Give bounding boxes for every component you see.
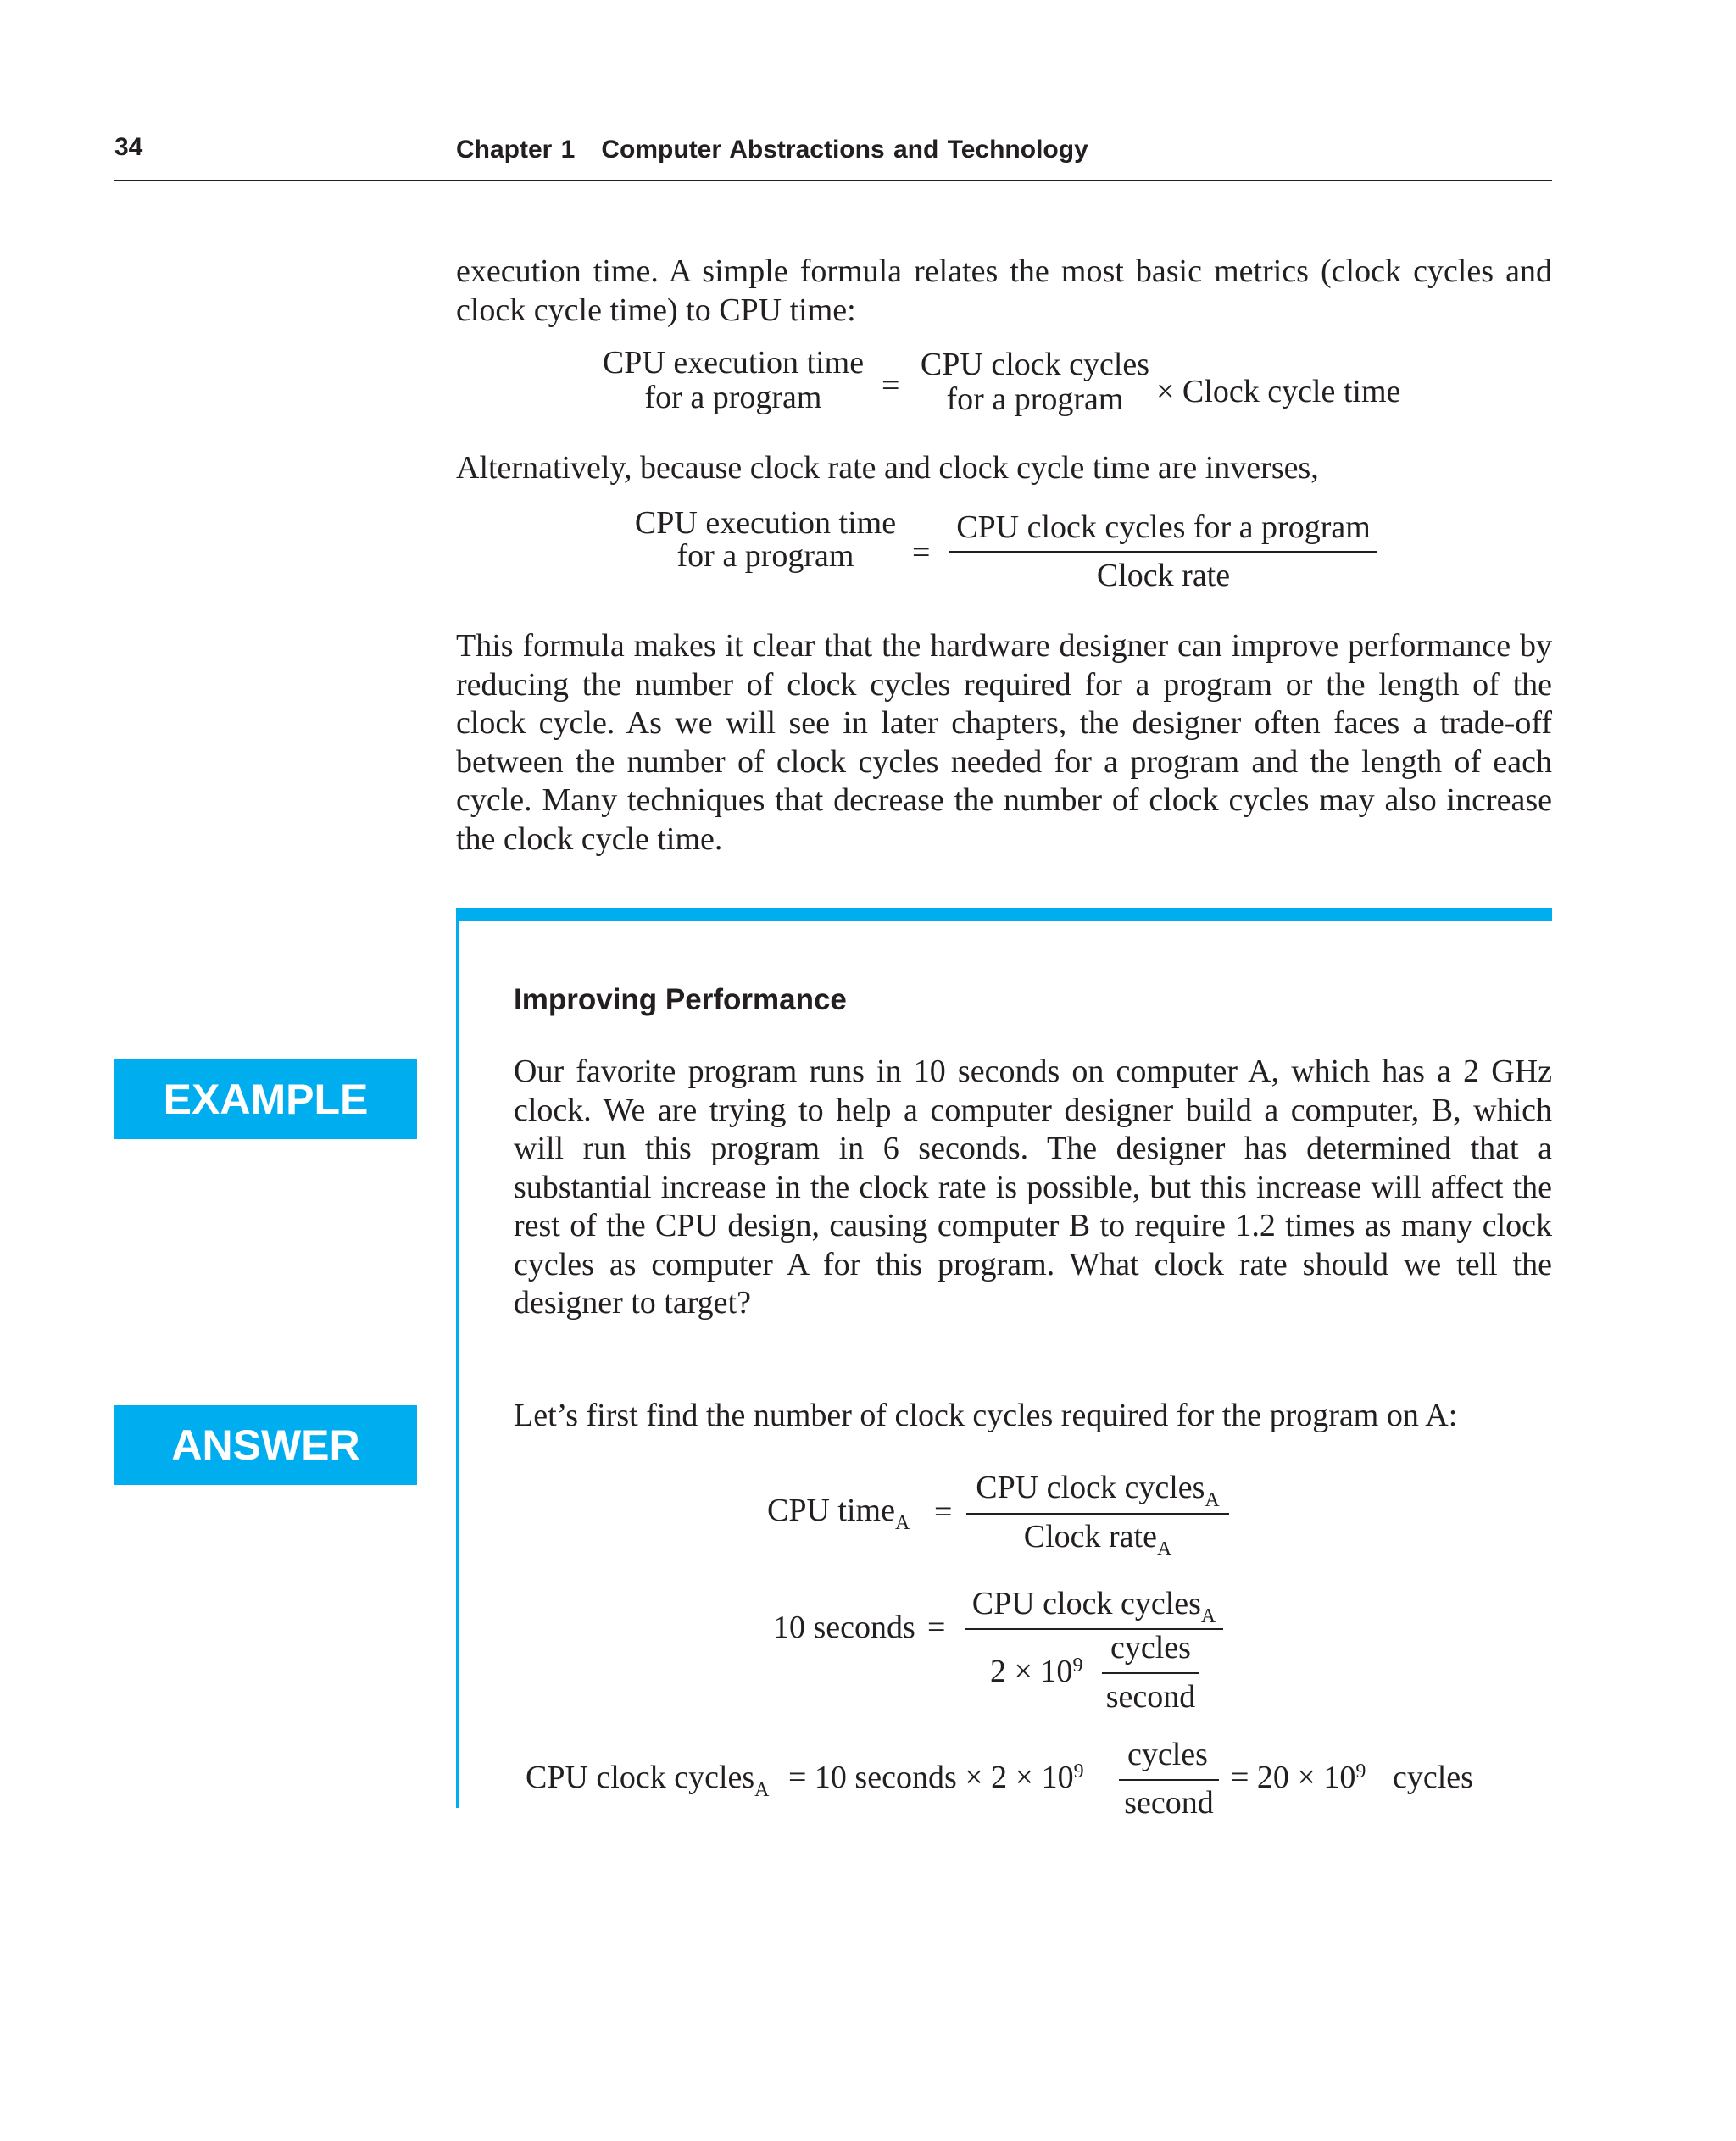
eq3-frac-denominator: second: [1124, 1785, 1214, 1821]
page-number: 34: [114, 133, 143, 161]
formula1-lhs-bottom: for a program: [644, 380, 822, 415]
eq1-equals: =: [934, 1494, 953, 1530]
answer-intro: Let’s first find the number of clock cycles required for the program on A:: [514, 1398, 1458, 1433]
formula1-mid-bottom: for a program: [946, 381, 1124, 417]
eq3-frac-numerator: cycles: [1127, 1737, 1208, 1772]
intro-paragraph: execution time. A simple formula relates the most basic metrics (clock cycles and clock cycle time) to CPU time:: [456, 253, 1552, 328]
body-paragraph: This formula makes it clear that the hardware designer can improve performance by reducing the number of clock cycles required for a program or the length of the clock cycle. As we will see in later chapters, the designer often faces a trade-off between the number of clock cycles needed for a program and the length of each cycle. Many techniques that decrease the number of clock cycles may also increase the clock cycle time.: [456, 628, 1552, 857]
formula2-lhs-bottom: for a program: [676, 538, 854, 574]
eq3-fraction-bar: [1119, 1779, 1219, 1781]
eq1-fraction-bar: [966, 1513, 1229, 1515]
eq2-inner-numerator: cycles: [1110, 1630, 1191, 1666]
eq1-numerator: CPU clock cycles$_A$: [976, 1470, 1220, 1511]
eq3-middle: = 10 seconds × $2 \times 10^9$: [788, 1760, 1084, 1795]
eq1-denominator: Clock rate$_A$: [1023, 1519, 1172, 1560]
formula1-lhs-top: CPU execution time: [602, 345, 865, 381]
formula2-equals: =: [912, 535, 931, 570]
eq2-lhs: 10 seconds: [773, 1610, 915, 1645]
eq2-numerator: CPU clock cycles$_A$: [971, 1586, 1216, 1627]
eq3-result: = $20 \times 10^9$: [1231, 1760, 1366, 1795]
eq3-result-unit: cycles: [1393, 1760, 1473, 1795]
alternative-paragraph: Alternatively, because clock rate and clock cycle time are inverses,: [456, 450, 1319, 486]
formula2-numerator: CPU clock cycles for a program: [956, 509, 1371, 545]
formula1-equals: =: [882, 368, 900, 403]
formula2-lhs-top: CPU execution time: [634, 505, 897, 541]
eq2-denominator-coefficient: $2 \times 10^9$: [990, 1654, 1083, 1689]
formula1-mid-top: CPU clock cycles: [920, 347, 1150, 382]
example-text: Our favorite program runs in 10 seconds on computer A, which has a 2 GHz clock. We are trying to help a computer designer build a computer, B, which will run this program in 6 seconds. The designer has determined that a substantial increase in the clock rate is possible, but this increase will affect the rest of the CPU design, causing computer B to require 1.2 times as many clock cycles as computer A for this program. What clock rate should we tell the designer to target?: [514, 1054, 1552, 1321]
formula2-denominator: Clock rate: [1096, 558, 1231, 593]
eq2-inner-denominator: second: [1105, 1679, 1196, 1715]
answer-tag: ANSWER: [114, 1405, 417, 1485]
eq2-equals: =: [927, 1610, 946, 1645]
header-rule: [114, 180, 1552, 181]
example-box-top-bar: [456, 908, 1552, 921]
example-tag: EXAMPLE: [114, 1059, 417, 1139]
example-box-left-bar: [456, 908, 459, 1808]
eq3-lhs: CPU clock cycles$_A$: [526, 1760, 770, 1801]
formula2-fraction-bar: [949, 551, 1377, 553]
eq1-lhs: CPU time$_A$: [767, 1493, 910, 1534]
eq2-inner-fraction-bar: [1102, 1672, 1199, 1674]
formula1-rhs: × Clock cycle time: [1156, 374, 1401, 409]
running-header: Chapter 1 Computer Abstractions and Technology: [456, 136, 1088, 164]
example-title: Improving Performance: [514, 983, 847, 1016]
